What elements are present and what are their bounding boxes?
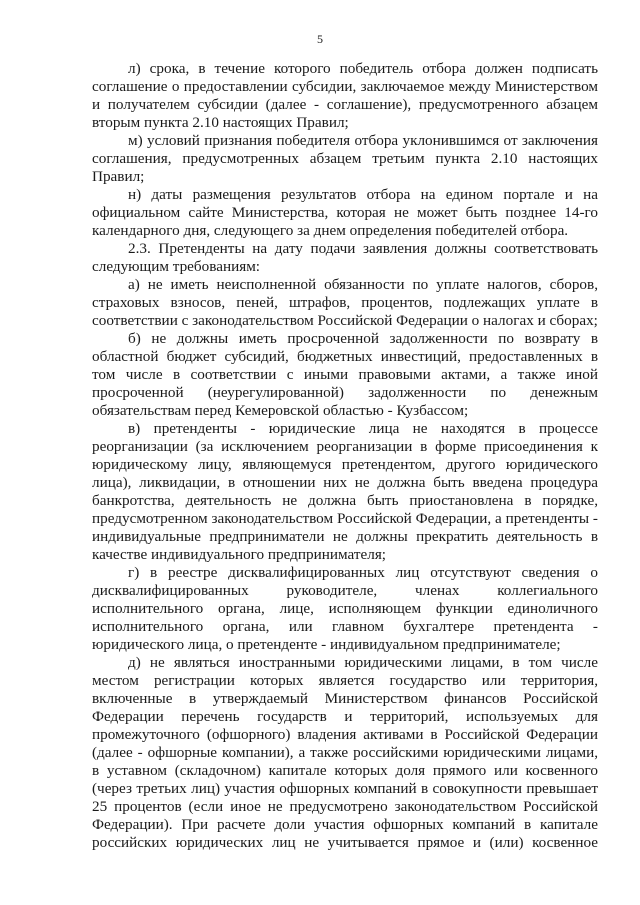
paragraph-a: а) не иметь неисполненной обязанности по уплате налогов, сборов, страховых взносов, пеней, штрафов, процентов, подлежащих уплате в соответствии с законодательством Российской Федерации о налогах и сборах; (92, 276, 598, 329)
paragraph-m: м) условий признания победителя отбора уклонившимся от заключения соглашения, предусмотренных абзацем третьим пункта 2.10 настоящих Правил; (92, 132, 598, 185)
paragraph-2-3: 2.3. Претенденты на дату подачи заявления должны соответствовать следующим требованиям: (92, 240, 598, 275)
paragraph-d: д) не являться иностранными юридическими лицами, в том числе местом регистрации которых является государство или территория, включенные в утверждаемый Министерством финансов Российской Федерации перечень государств и территорий, используемых для промежуточного (офшорного) владения активами в Российской Федерации (далее - офшорные компании), а также российскими юридическими лицами, в уставном (складочном) капитале которых доля прямого или косвенного (через третьих лиц) участия офшорных компаний в совокупности превышает 25 процентов (если иное не предусмотрено законодательством Российской Федерации). При расчете доли участия офшорных компаний в капитале российских юридических лиц не учитывается прямое и (или) косвенное (92, 654, 598, 851)
document-body (92, 60, 598, 852)
page-number: 5 (317, 32, 323, 46)
paragraph-n: н) даты размещения результатов отбора на едином портале и на официальном сайте Министерства, которая не может быть позднее 14-го календарного дня, следующего за днем определения победителей отбора. (92, 186, 598, 239)
paragraph-l: л) срока, в течение которого победитель отбора должен подписать соглашение о предоставлении субсидии, заключаемое между Министерством и получателем субсидии (далее - соглашение), предусмотренного абзацем вторым пункта 2.10 настоящих Правил; (92, 60, 598, 131)
paragraph-v: в) претенденты - юридические лица не находятся в процессе реорганизации (за исключением реорганизации в форме присоединения к юридическому лицу, являющемуся претендентом, другого юридического лица), ликвидации, в отношении них не должна быть введена процедура банкротства, деятельность не должна быть приостановлена в порядке, предусмотренном законодательством Российской Федерации, а претенденты - индивидуальные предприниматели не должны прекратить деятельность в качестве индивидуального предпринимателя; (92, 420, 598, 563)
paragraph-b: б) не должны иметь просроченной задолженности по возврату в областной бюджет субсидий, бюджетных инвестиций, предоставленных в том числе в соответствии с иными правовыми актами, а также иной просроченной (неурегулированной) задолженности по денежным обязательствам перед Кемеровской областью - Кузбассом; (92, 330, 598, 419)
paragraph-g: г) в реестре дисквалифицированных лиц отсутствуют сведения о дисквалифицированных руководителе, членах коллегиального исполнительного органа, лице, исполняющем функции единоличного исполнительного органа, или главном бухгалтере претендента - юридического лица, о претенденте - индивидуальном предпринимателе; (92, 564, 598, 653)
